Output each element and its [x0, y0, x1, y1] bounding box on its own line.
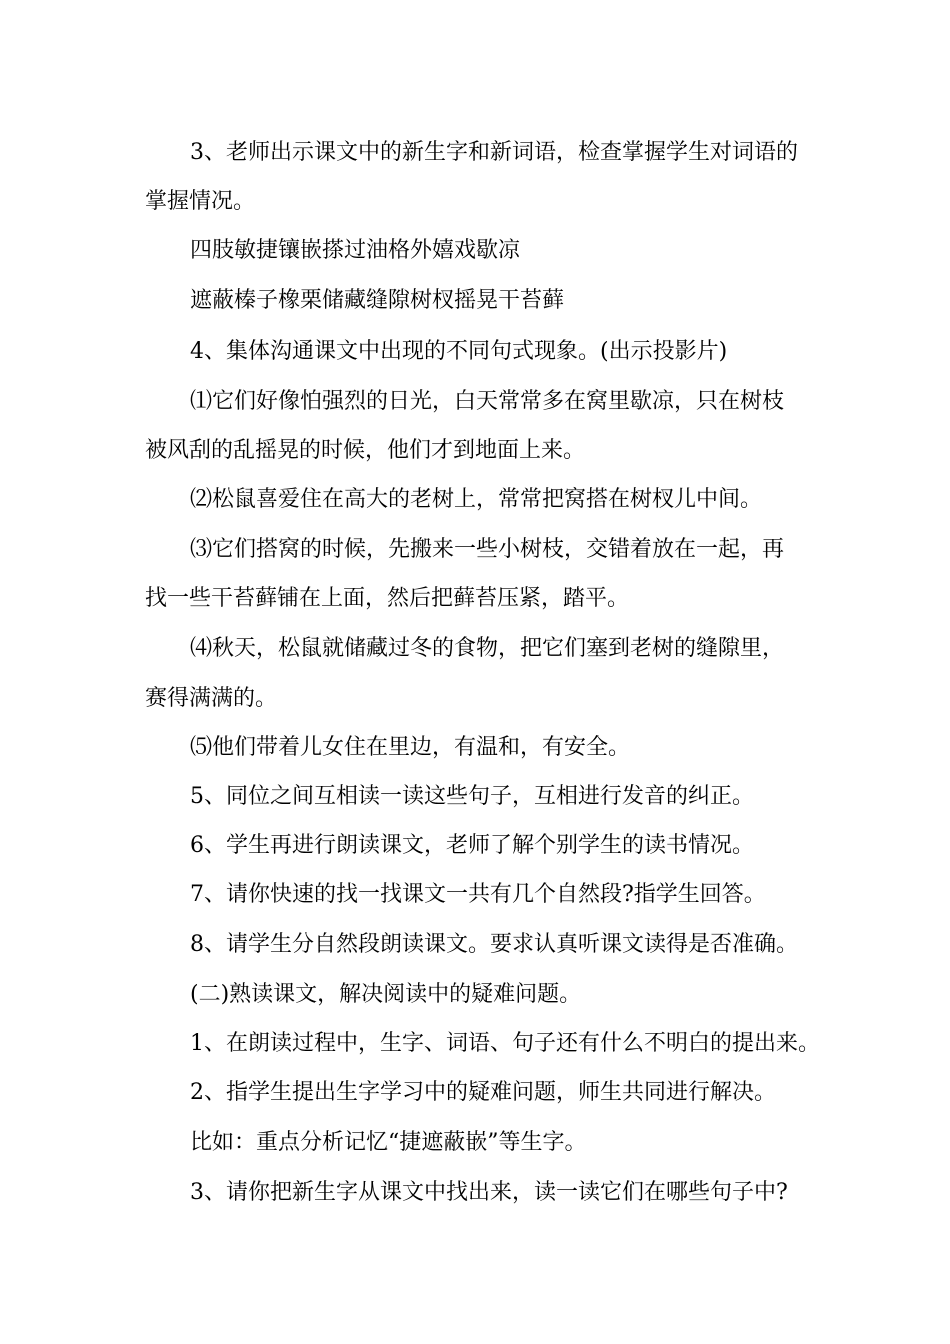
sentence-1-line-2: 被风刮的乱摇晃的时候，他们才到地面上来。: [145, 438, 586, 463]
vocabulary-line-1: 四肢敏捷镶嵌搽过油格外嬉戏歇凉: [190, 238, 521, 263]
sentence-3-line-1: ⑶它们搭窝的时候，先搬来一些小树枝，交错着放在一起，再: [190, 537, 785, 562]
section-2-item-3: 3、请你把新生字从课文中找出来，读一读它们在哪些句子中?: [190, 1180, 788, 1205]
paragraph-item-3-line-2: 掌握情况。: [145, 189, 256, 214]
section-2-item-2: 2、指学生提出生字学习中的疑难问题，师生共同进行解决。: [190, 1080, 776, 1105]
section-2-item-1: 1、在朗读过程中，生字、词语、句子还有什么不明白的提出来。: [190, 1031, 820, 1056]
paragraph-item-8: 8、请学生分自然段朗读课文。要求认真听课文读得是否准确。: [190, 932, 798, 957]
vocabulary-line-2: 遮蔽榛子橡栗储藏缝隙树杈摇晃干苔藓: [190, 288, 565, 313]
sentence-5: ⑸他们带着儿女住在里边，有温和，有安全。: [190, 735, 631, 760]
paragraph-item-3-line-1: 3、老师出示课文中的新生字和新词语，检查掌握学生对词语的: [190, 140, 798, 165]
example-line: 比如：重点分析记忆“捷遮蔽嵌”等生字。: [190, 1130, 587, 1155]
sentence-2: ⑵松鼠喜爱住在高大的老树上，常常把窝搭在树杈儿中间。: [190, 487, 763, 512]
sentence-3-line-2: 找一些干苔藓铺在上面，然后把藓苔压紧，踏平。: [145, 586, 630, 611]
paragraph-item-6: 6、学生再进行朗读课文，老师了解个别学生的读书情况。: [190, 833, 754, 858]
paragraph-item-4: 4、集体沟通课文中出现的不同句式现象。(出示投影片): [190, 339, 728, 364]
sentence-4-line-1: ⑷秋天，松鼠就储藏过冬的食物，把它们塞到老树的缝隙里，: [190, 636, 785, 661]
section-heading-2: (二)熟读课文，解决阅读中的疑难问题。: [190, 982, 582, 1007]
paragraph-item-5: 5、同位之间互相读一读这些句子，互相进行发音的纠正。: [190, 784, 754, 809]
paragraph-item-7: 7、请你快速的找一找课文一共有几个自然段?指学生回答。: [190, 882, 766, 907]
sentence-4-line-2: 赛得满满的。: [145, 686, 278, 711]
sentence-1-line-1: ⑴它们好像怕强烈的日光，白天常常多在窝里歇凉，只在树枝: [190, 389, 785, 414]
